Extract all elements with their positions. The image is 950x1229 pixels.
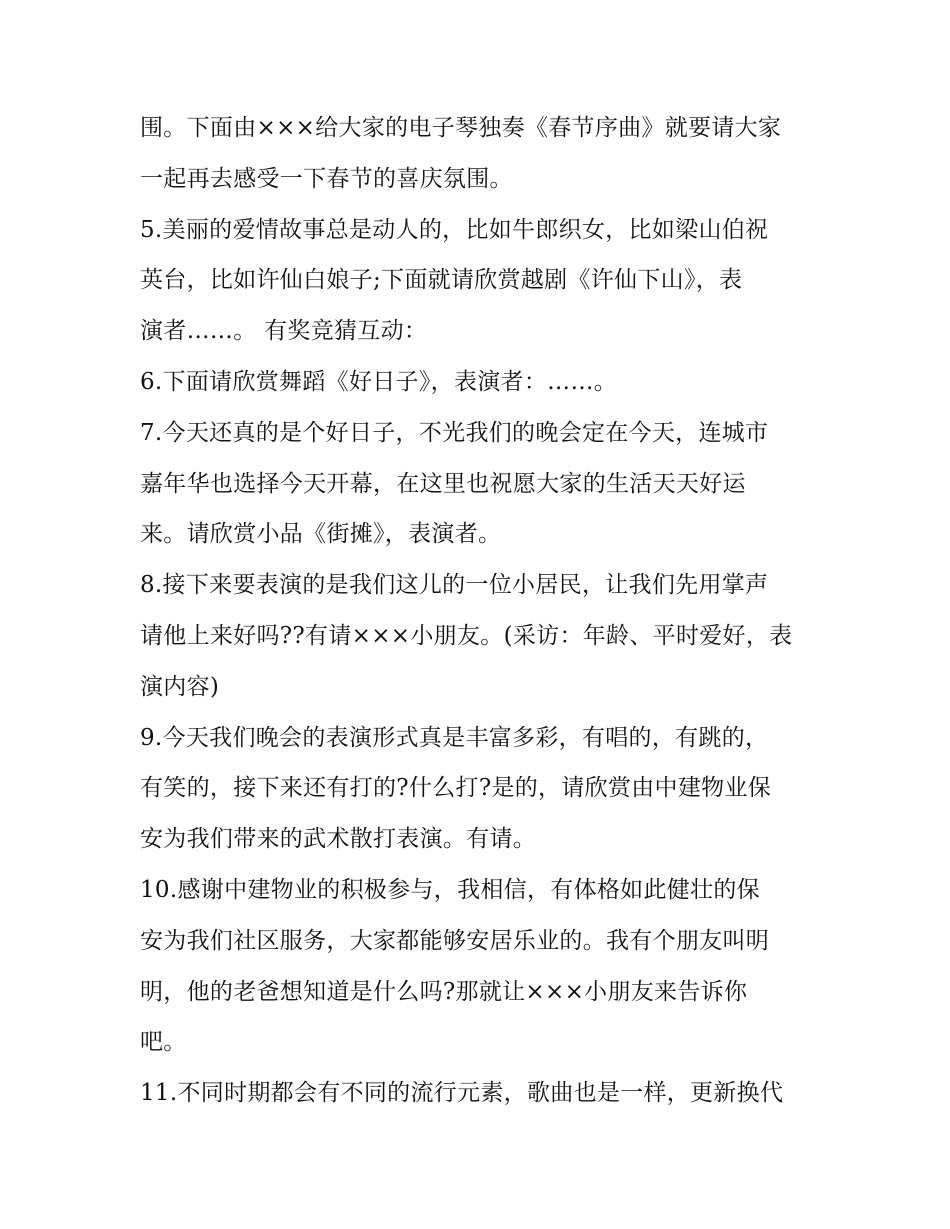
text-line-3: 5.美丽的爱情故事总是动人的，比如牛郎织女，比如梁山伯祝 xyxy=(140,216,769,243)
text-line-16: 10.感谢中建物业的积极参与，我相信，有体格如此健壮的保 xyxy=(140,876,760,903)
text-line-1: 围。下面由×××给大家的电子琴独奏《春节序曲》就要请大家 xyxy=(140,115,782,141)
text-line-20: 11.不同时期都会有不同的流行元素，歌曲也是一样，更新换代 xyxy=(140,1080,784,1107)
text-line-5: 演者……。 有奖竞猜互动： xyxy=(140,318,428,345)
text-line-11: 请他上来好吗??有请×××小朋友。(采访：年龄、平时爱好，表 xyxy=(140,622,793,649)
text-line-7: 7.今天还真的是个好日子，不光我们的晚会定在今天，连城市 xyxy=(140,419,769,446)
text-line-8: 嘉年华也选择今天开幕，在这里也祝愿大家的生活天天好运 xyxy=(140,470,746,497)
text-line-9: 来。请欣赏小品《街摊》，表演者。 xyxy=(140,521,502,548)
text-line-14: 有笑的，接下来还有打的?什么打?是的，请欣赏由中建物业保 xyxy=(140,775,772,802)
document-body-text xyxy=(140,103,820,1119)
text-line-6: 6.下面请欣赏舞蹈《好日子》，表演者：……。 xyxy=(140,368,618,395)
text-line-15: 安为我们带来的武术散打表演。有请。 xyxy=(140,826,537,853)
text-line-2: 一起再去感受一下春节的喜庆氛围。 xyxy=(140,165,513,192)
text-line-13: 9.今天我们晚会的表演形式真是丰富多彩，有唱的，有跳的， xyxy=(140,724,769,751)
text-line-12: 演内容) xyxy=(140,673,220,700)
text-line-10: 8.接下来要表演的是我们这儿的一位小居民，让我们先用掌声 xyxy=(140,572,769,599)
text-line-19: 吧。 xyxy=(140,1029,187,1056)
text-line-18: 明，他的老爸想知道是什么吗?那就让×××小朋友来告诉你 xyxy=(140,978,748,1005)
text-line-4: 英台，比如许仙白娘子;下面就请欣赏越剧《许仙下山》，表 xyxy=(140,267,743,294)
text-line-17: 安为我们社区服务，大家都能够安居乐业的。我有个朋友叫明 xyxy=(140,927,770,954)
